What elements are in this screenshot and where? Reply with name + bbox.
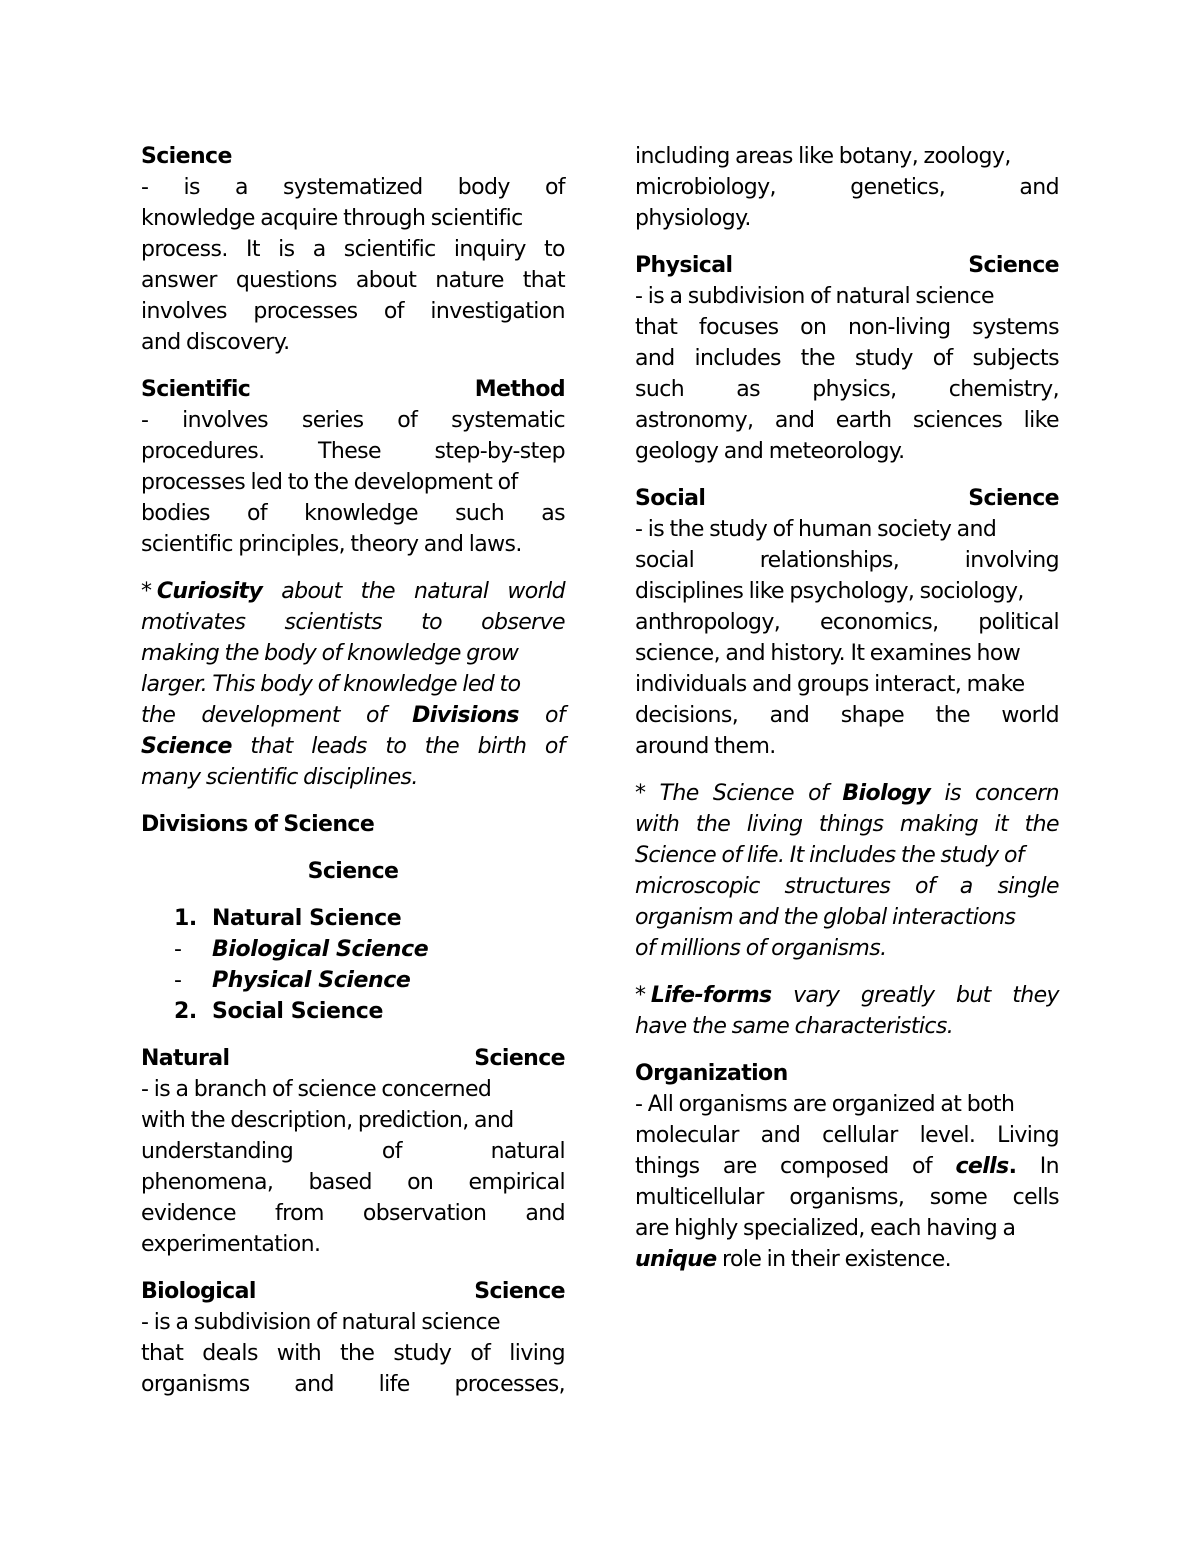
word: - is the study of human society and xyxy=(635,517,997,542)
word: Science of life. It includes the study of xyxy=(635,843,1024,868)
word: decisions, xyxy=(635,703,739,728)
word: as xyxy=(541,501,565,526)
word: of xyxy=(912,1154,933,1179)
word: of xyxy=(932,346,953,371)
word: of xyxy=(544,175,565,200)
word: inquiry xyxy=(453,237,526,262)
justified-line xyxy=(141,607,565,638)
organization-heading: Organization xyxy=(635,1061,788,1086)
word: sciences xyxy=(912,408,1003,433)
word: from xyxy=(274,1201,324,1226)
word: systems xyxy=(972,315,1059,340)
division-label: Physical Science xyxy=(212,968,411,993)
justified-line xyxy=(141,265,565,296)
word: Science xyxy=(712,781,794,806)
text-line: have the same characteristics. xyxy=(635,1014,954,1039)
justified-line xyxy=(141,1307,565,1338)
word: processes, xyxy=(454,1372,565,1397)
word: organisms xyxy=(141,1372,250,1397)
word: are xyxy=(722,1154,757,1179)
word: is xyxy=(278,237,295,262)
text-line xyxy=(141,1229,565,1260)
biology-word: Biology xyxy=(842,781,931,806)
text-line: larger. This body of knowledge led to xyxy=(141,672,521,697)
division-label: Biological Science xyxy=(212,937,429,962)
divisions-word: Divisions xyxy=(412,703,519,728)
word: the xyxy=(360,579,395,604)
word: organism and the global interactions xyxy=(635,905,1016,930)
word: These xyxy=(318,439,381,464)
word: on xyxy=(407,1170,434,1195)
heading-word: Social xyxy=(635,486,706,511)
word: - is a subdivision of natural science xyxy=(141,1310,500,1335)
word: multicellular xyxy=(635,1185,764,1210)
word: vary xyxy=(793,983,840,1008)
word: motivates xyxy=(141,610,246,635)
word: such xyxy=(635,377,685,402)
biology-note-line-1 xyxy=(635,778,1059,809)
word: relationships, xyxy=(759,548,900,573)
word: of xyxy=(544,734,565,759)
word: to xyxy=(544,237,565,262)
word: that xyxy=(522,268,565,293)
justified-line xyxy=(635,871,1059,902)
word: they xyxy=(1012,983,1059,1008)
word: nature xyxy=(435,268,504,293)
justified-line xyxy=(635,669,1059,700)
word: but xyxy=(955,983,991,1008)
science-center-label: Science xyxy=(307,859,399,884)
word: natural xyxy=(413,579,489,604)
justified-line xyxy=(635,1213,1059,1244)
word: evidence xyxy=(141,1201,236,1226)
justified-line xyxy=(635,809,1059,840)
list-marker: 2. xyxy=(174,999,197,1024)
social-science-heading xyxy=(635,483,1059,514)
natural-science-heading xyxy=(141,1043,565,1074)
heading-word: Science xyxy=(968,486,1059,511)
justified-line xyxy=(141,498,565,529)
word: geology and meteorology. xyxy=(635,439,905,464)
division-item xyxy=(141,996,565,1027)
word: and xyxy=(294,1372,334,1397)
divisions-heading: Divisions of Science xyxy=(141,812,375,837)
word: natural xyxy=(490,1139,565,1164)
word: the xyxy=(800,346,835,371)
word: of xyxy=(381,1139,402,1164)
word: a xyxy=(312,237,326,262)
word: and xyxy=(525,1201,565,1226)
word: focuses xyxy=(698,315,779,340)
word: world xyxy=(507,579,565,604)
justified-line xyxy=(141,436,565,467)
justified-line xyxy=(635,1089,1059,1120)
word: knowledge acquire through scientific xyxy=(141,206,523,231)
word: is xyxy=(183,175,200,200)
justified-line xyxy=(635,281,1059,312)
word: - is a branch of science concerned xyxy=(141,1077,492,1102)
word: microscopic xyxy=(635,874,760,899)
word: concern xyxy=(975,781,1059,806)
word: the xyxy=(141,703,176,728)
lifeforms-word: Life-forms xyxy=(650,983,772,1008)
justified-line xyxy=(635,638,1059,669)
word: scientific principles, theory and laws. xyxy=(141,532,522,557)
justified-line xyxy=(635,1120,1059,1151)
word: subjects xyxy=(972,346,1059,371)
unique-word: unique xyxy=(635,1247,717,1272)
text: role in their existence. xyxy=(716,1247,952,1272)
word: procedures. xyxy=(141,439,265,464)
cells-word: cells xyxy=(955,1154,1009,1179)
word: observe xyxy=(481,610,565,635)
word: study xyxy=(854,346,913,371)
word: - is a subdivision of natural science xyxy=(635,284,994,309)
justified-line xyxy=(141,172,565,203)
text-line: making the body of knowledge grow xyxy=(141,641,519,666)
lifeforms-line-1 xyxy=(635,980,1059,1011)
word: questions xyxy=(235,268,337,293)
division-item xyxy=(141,965,565,996)
word: that xyxy=(635,315,678,340)
division-label: Social Science xyxy=(212,999,383,1024)
word: individuals and groups interact, make xyxy=(635,672,1025,697)
heading-word: Biological xyxy=(141,1279,256,1304)
word: answer xyxy=(141,268,217,293)
word: Living xyxy=(997,1123,1059,1148)
word: are highly specialized, each having a xyxy=(635,1216,1016,1241)
word: bodies xyxy=(141,501,210,526)
word: and xyxy=(769,703,810,728)
word: series xyxy=(301,408,364,433)
word: things xyxy=(635,1154,700,1179)
word: science, and history. It examines how xyxy=(635,641,1021,666)
text-line xyxy=(141,529,565,560)
word: structures xyxy=(784,874,891,899)
word: cellular xyxy=(822,1123,898,1148)
left-column xyxy=(141,141,565,1400)
word: greatly xyxy=(860,983,935,1008)
word: about xyxy=(355,268,417,293)
cells-group xyxy=(955,1151,1016,1182)
text-line: many scientific disciplines. xyxy=(141,765,418,790)
word: non-living xyxy=(847,315,951,340)
word: social xyxy=(635,548,695,573)
word: genetics, xyxy=(850,175,946,200)
justified-line xyxy=(141,405,565,436)
justified-line xyxy=(141,1198,565,1229)
word: it xyxy=(994,812,1009,837)
word: earth xyxy=(835,408,892,433)
word: involves xyxy=(141,299,227,324)
word: systematic xyxy=(451,408,565,433)
word: to xyxy=(421,610,442,635)
word: phenomena, xyxy=(141,1170,274,1195)
science-word: Science xyxy=(141,734,232,759)
word: the xyxy=(695,812,731,837)
word: the xyxy=(1024,812,1059,837)
justified-line xyxy=(635,374,1059,405)
list-marker: 1. xyxy=(174,906,197,931)
word: organisms, xyxy=(789,1185,905,1210)
word: around them. xyxy=(635,734,776,759)
heading-word: Science xyxy=(474,1046,565,1071)
justified-line xyxy=(635,514,1059,545)
justified-line xyxy=(635,141,1059,172)
scientific-method-heading xyxy=(141,374,565,405)
heading-word: Scientific xyxy=(141,377,251,402)
justified-line xyxy=(141,1105,565,1136)
word: on xyxy=(800,315,827,340)
bullet-star: * Life-forms xyxy=(635,983,772,1008)
word: astronomy, xyxy=(635,408,754,433)
word: the xyxy=(424,734,460,759)
curiosity-line-5 xyxy=(141,700,565,731)
word: that xyxy=(250,734,293,759)
word: that xyxy=(141,1341,184,1366)
word: of xyxy=(808,781,829,806)
word: as xyxy=(736,377,761,402)
word: like xyxy=(1023,408,1059,433)
word: understanding xyxy=(141,1139,294,1164)
word: investigation xyxy=(430,299,565,324)
text-line xyxy=(141,327,565,358)
justified-line xyxy=(635,312,1059,343)
word: level. xyxy=(919,1123,976,1148)
justified-line xyxy=(635,576,1059,607)
word: leads xyxy=(311,734,367,759)
curiosity-word: Curiosity xyxy=(156,579,263,604)
heading-word: Science xyxy=(474,1279,565,1304)
word: is xyxy=(944,781,961,806)
period: . xyxy=(1008,1154,1017,1179)
justified-line xyxy=(141,234,565,265)
word: cells xyxy=(1012,1185,1059,1210)
list-marker: - xyxy=(174,937,182,962)
justified-line xyxy=(635,343,1059,374)
word: living xyxy=(746,812,803,837)
word: the xyxy=(935,703,970,728)
word: process. xyxy=(141,237,228,262)
word: physiology. xyxy=(635,206,751,231)
word: molecular xyxy=(635,1123,739,1148)
word: a xyxy=(235,175,248,200)
word: It xyxy=(245,237,260,262)
division-item xyxy=(141,934,565,965)
division-label: Natural Science xyxy=(212,906,402,931)
curiosity-line-1 xyxy=(141,576,565,607)
justified-line xyxy=(141,1338,565,1369)
word: - All organisms are organized at both xyxy=(635,1092,1015,1117)
text-line: of millions of organisms. xyxy=(635,936,887,961)
word: some xyxy=(929,1185,988,1210)
justified-line xyxy=(141,1136,565,1167)
heading-word: Science xyxy=(968,253,1059,278)
word: of xyxy=(366,703,387,728)
heading-word: Natural xyxy=(141,1046,230,1071)
bullet-star: * xyxy=(635,781,646,806)
word: living xyxy=(509,1341,565,1366)
word: with the description, prediction, and xyxy=(141,1108,514,1133)
word: world xyxy=(1001,703,1059,728)
justified-line xyxy=(141,1074,565,1105)
word: and discovery. xyxy=(141,330,290,355)
science-heading: Science xyxy=(141,144,232,169)
word: with xyxy=(635,812,680,837)
word: involves xyxy=(182,408,269,433)
heading-word: Method xyxy=(474,377,565,402)
physical-science-heading xyxy=(635,250,1059,281)
word: of xyxy=(470,1341,491,1366)
list-marker: - xyxy=(174,968,182,993)
word: processes led to the development of xyxy=(141,470,518,495)
justified-line xyxy=(141,203,565,234)
word: based xyxy=(308,1170,372,1195)
word: knowledge xyxy=(304,501,418,526)
word: of xyxy=(915,874,936,899)
word: involving xyxy=(964,548,1059,573)
word: processes xyxy=(253,299,358,324)
text-line xyxy=(635,436,1059,467)
organization-line-6 xyxy=(635,1244,1059,1275)
word: and xyxy=(774,408,815,433)
word: deals xyxy=(202,1341,258,1366)
word: about xyxy=(281,579,342,604)
justified-line xyxy=(635,1182,1059,1213)
biological-science-heading xyxy=(141,1276,565,1307)
text-line xyxy=(635,203,1059,234)
word: a xyxy=(959,874,973,899)
word: political xyxy=(978,610,1059,635)
word: such xyxy=(455,501,505,526)
justified-line xyxy=(635,607,1059,638)
justified-line xyxy=(635,545,1059,576)
word: - xyxy=(141,408,149,433)
word: with xyxy=(276,1341,322,1366)
word: microbiology, xyxy=(635,175,776,200)
word: and xyxy=(1019,175,1059,200)
word: includes xyxy=(694,346,781,371)
word: making xyxy=(899,812,978,837)
word: shape xyxy=(840,703,905,728)
text-line xyxy=(635,731,1059,762)
justified-line xyxy=(635,840,1059,871)
word: birth xyxy=(477,734,527,759)
word: composed xyxy=(780,1154,889,1179)
organization-line-3 xyxy=(635,1151,1059,1182)
word: economics, xyxy=(819,610,939,635)
word: development xyxy=(201,703,340,728)
word: The xyxy=(659,781,699,806)
word: to xyxy=(385,734,407,759)
heading-word: Physical xyxy=(635,253,733,278)
bullet-star: * Curiosity xyxy=(141,579,263,604)
word: scientific xyxy=(343,237,436,262)
word: step-by-step xyxy=(434,439,565,464)
justified-line xyxy=(141,467,565,498)
word: physics, xyxy=(812,377,897,402)
justified-line xyxy=(635,172,1059,203)
word: systematized xyxy=(283,175,423,200)
word: of xyxy=(247,501,268,526)
word: - xyxy=(141,175,149,200)
word: of xyxy=(544,703,565,728)
justified-line xyxy=(141,1167,565,1198)
word: life xyxy=(378,1372,410,1397)
divisions-list xyxy=(141,903,565,1027)
word: observation xyxy=(362,1201,487,1226)
word: study xyxy=(393,1341,452,1366)
word: empirical xyxy=(468,1170,565,1195)
word: single xyxy=(997,874,1059,899)
word: body xyxy=(457,175,510,200)
word: In xyxy=(1039,1154,1059,1179)
word: and xyxy=(760,1123,801,1148)
word: disciplines like psychology, sociology, xyxy=(635,579,1024,604)
right-column xyxy=(635,141,1059,1275)
justified-line xyxy=(635,902,1059,933)
word: including areas like botany, zoology, xyxy=(635,144,1011,169)
word: anthropology, xyxy=(635,610,781,635)
word: of xyxy=(383,299,404,324)
justified-line xyxy=(141,1369,565,1400)
word: of xyxy=(397,408,418,433)
word: the xyxy=(340,1341,375,1366)
curiosity-line-6 xyxy=(141,731,565,762)
word: scientists xyxy=(284,610,382,635)
word: chemistry, xyxy=(948,377,1059,402)
justified-line xyxy=(635,405,1059,436)
word: and xyxy=(635,346,675,371)
word: things xyxy=(818,812,884,837)
word: experimentation. xyxy=(141,1232,321,1257)
division-item xyxy=(141,903,565,934)
justified-line xyxy=(141,296,565,327)
justified-line xyxy=(635,700,1059,731)
